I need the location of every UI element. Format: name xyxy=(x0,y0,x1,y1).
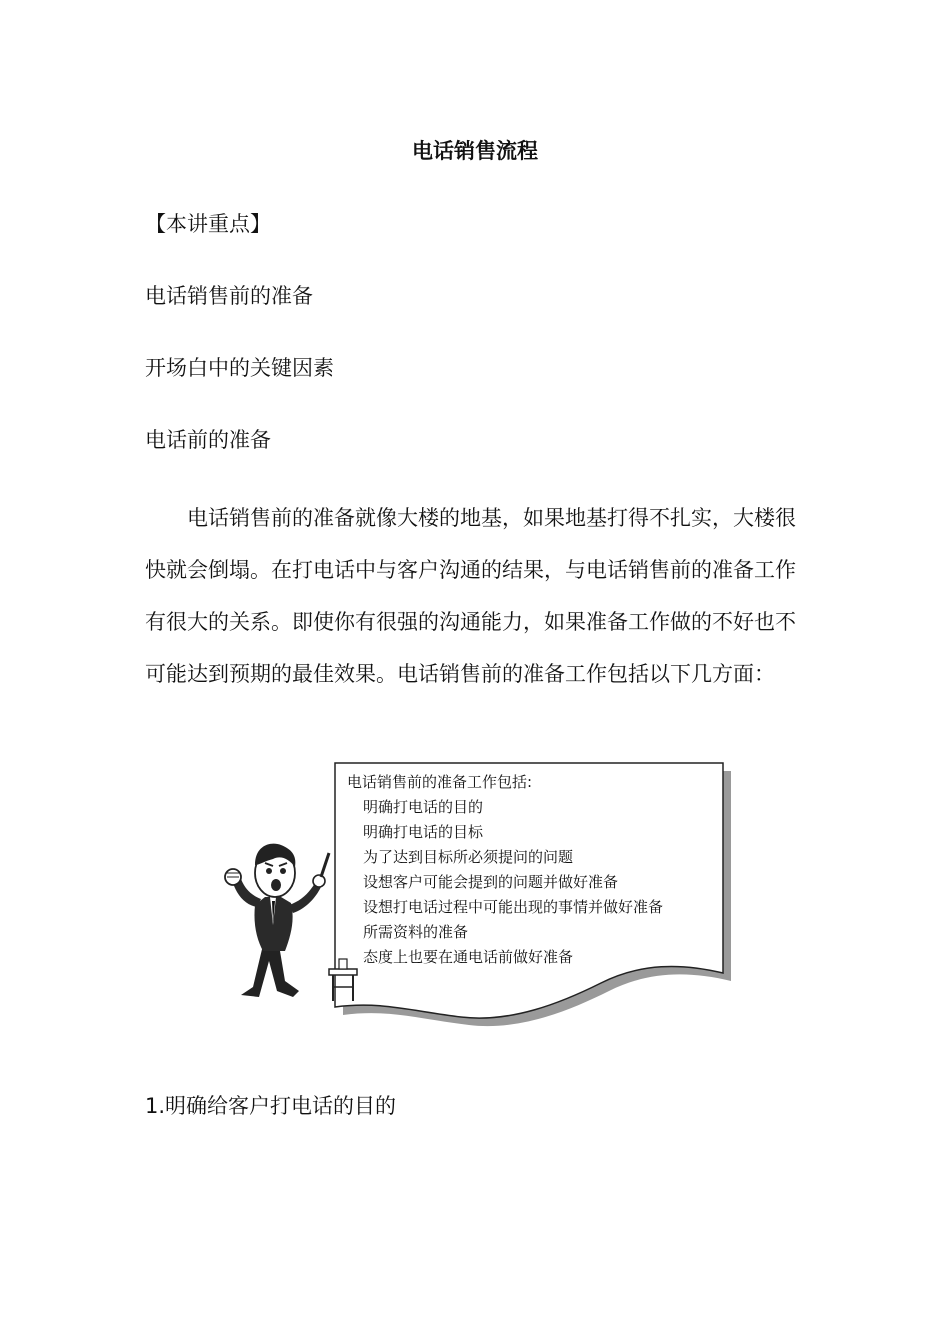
illustration-figure xyxy=(215,755,735,1035)
subsection-text: 明确给客户打电话的目的 xyxy=(165,1094,397,1118)
subsection-heading xyxy=(145,1090,396,1120)
callout-item: 所需资料的准备 xyxy=(363,923,469,941)
cartoon-man-icon xyxy=(225,844,329,997)
key-points-heading: 【本讲重点】 xyxy=(145,212,271,236)
callout-heading: 电话销售前的准备工作包括: xyxy=(347,773,533,791)
callout-item: 设想打电话过程中可能出现的事情并做好准备 xyxy=(363,898,664,916)
key-point-item: 电话销售前的准备 xyxy=(145,284,313,308)
callout-item: 明确打电话的目的 xyxy=(363,798,484,816)
callout-item: 态度上也要在通电话前做好准备 xyxy=(363,948,574,966)
page-title: 电话销售流程 xyxy=(412,139,538,163)
key-point-item: 开场白中的关键因素 xyxy=(145,356,334,380)
body-paragraph xyxy=(145,492,805,700)
callout-item: 设想客户可能会提到的问题并做好准备 xyxy=(363,873,619,891)
subsection-number: 1. xyxy=(145,1094,166,1118)
section-heading: 电话前的准备 xyxy=(145,428,271,452)
callout-text xyxy=(347,770,663,970)
callout-item: 明确打电话的目标 xyxy=(363,823,484,841)
callout-item: 为了达到目标所必须提问的问题 xyxy=(363,848,574,866)
paragraph-text: 电话销售前的准备就像大楼的地基，如果地基打得不扎实，大楼很快就会倒塌。在打电话中与客户沟通的结果，与电话销售前的准备工作有很大的关系。即使你有很强的沟通能力，如果准备工作做的不好也不可能达到预期的最佳效果。电话销售前的准备工作包括以下几方面： xyxy=(145,506,796,686)
